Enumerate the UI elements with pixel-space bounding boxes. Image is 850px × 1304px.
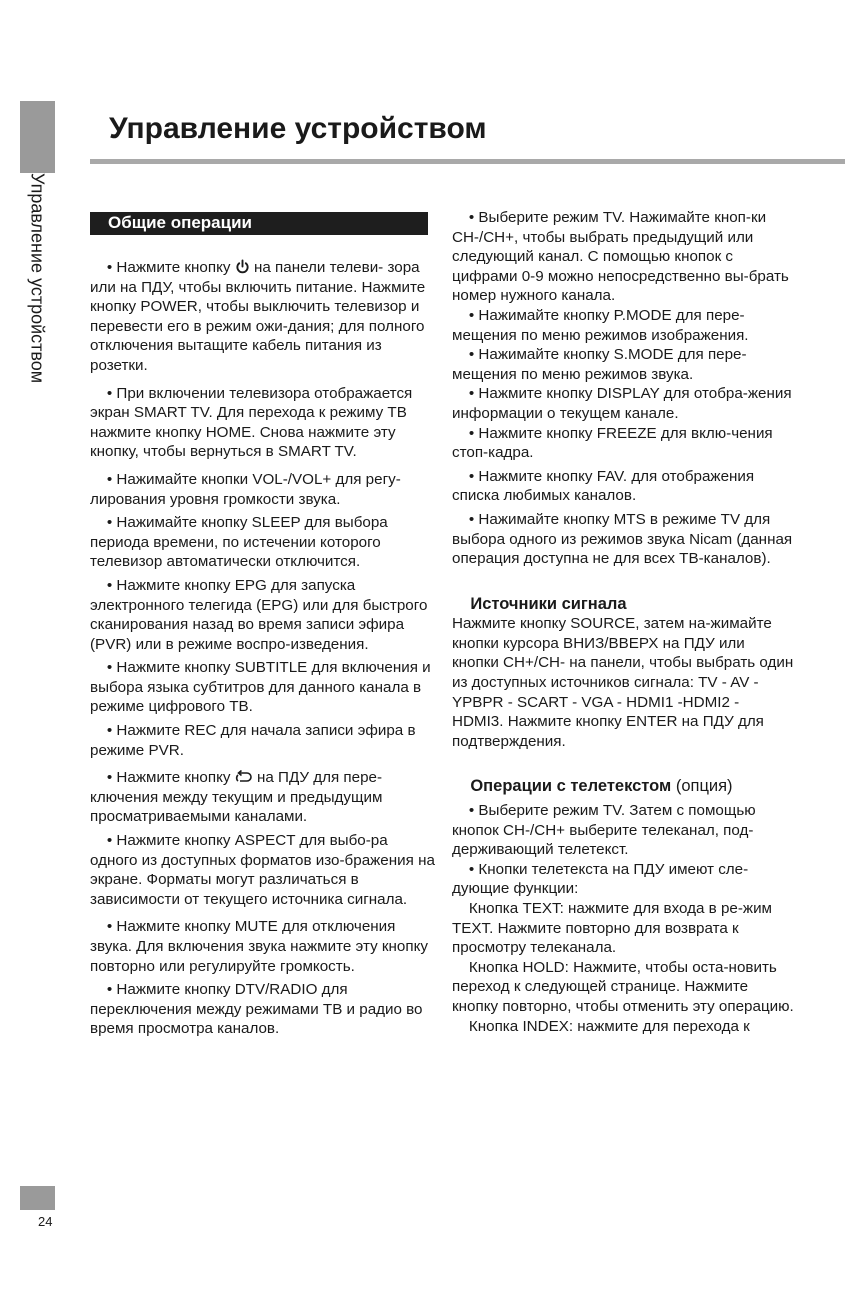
paragraph-teletext-mode xyxy=(452,801,794,860)
text-fragment: • При включении телевизора отображается экран SMART TV. Для перехода к режиму ТВ нажмите кнопку HOME. Снова нажмите эту кнопку, чтобы вернуться в SMART TV. xyxy=(90,384,413,461)
text-fragment: • Нажимайте кнопку S.MODE для пере-мещения по меню режимов звука. xyxy=(452,346,747,383)
text-fragment: • Нажимайте кнопку P.MODE для пере-мещения по меню режимов изображения. xyxy=(452,306,749,344)
text-fragment: • Нажмите кнопку SUBTITLE для включения и выбора языка субтитров для данного канала в режиме цифрового ТВ. xyxy=(90,659,431,716)
text-fragment: Источники сигнала xyxy=(470,594,627,613)
right-column xyxy=(452,208,794,1036)
text-fragment: • Нажмите REC для начала записи эфира в режиме PVR. xyxy=(90,722,416,759)
left-column xyxy=(90,258,435,1039)
text-fragment: • Выберите режим TV. Нажимайте кноп-ки CH-/CH+, чтобы выбрать предыдущий или следующий канал. С помощью кнопок с цифрами 0-9 можно непосредственно вы-брать номер нужного канала. xyxy=(452,209,789,305)
recall-icon xyxy=(235,770,253,783)
text-fragment: ключения между текущим и предыдущим просматриваемыми каналами. xyxy=(90,788,383,826)
side-section-label xyxy=(20,173,55,418)
text-fragment: • Нажмите кнопку ASPECT для выбо-ра одного из доступных форматов изо-бражения на экране. Форматы могут различаться в зависимости от текущего источника сигнала. xyxy=(90,832,435,908)
text-fragment: Кнопка HOLD: Нажмите, чтобы оста-новить переход к следующей странице. Нажмите кнопку повторно, чтобы отменить эту операцию. xyxy=(452,958,794,1015)
text-fragment: • Нажимайте кнопку MTS в режиме TV для выбора одного из режимов звука Nicam (данная операция доступна не для всех ТВ-каналов). xyxy=(452,510,793,568)
teletext-heading xyxy=(452,777,794,797)
text-fragment: • Нажмите кнопку EPG для запуска электронного телегида (EPG) или для быстрого сканирования назад во время записи эфира (PVR) или в режиме воспро-изведения. xyxy=(90,576,428,653)
paragraph-text-key xyxy=(452,899,794,958)
text-fragment: (опция) xyxy=(671,777,733,796)
power-icon xyxy=(235,259,250,274)
paragraph-hold-key xyxy=(452,958,794,1017)
paragraph-epg xyxy=(90,576,435,654)
text-fragment: • Нажмите кнопку FREEZE для вклю-чения стоп-кадра. xyxy=(452,424,773,462)
paragraph-fav xyxy=(452,467,794,506)
section-header xyxy=(90,212,428,235)
text-fragment: Кнопка TEXT: нажмите для входа в ре-жим TEXT. Нажмите повторно для возврата к просмотру телеканала. xyxy=(452,900,773,957)
paragraph-aspect xyxy=(90,831,435,909)
title-divider xyxy=(90,159,845,164)
paragraph-dtv-radio xyxy=(90,980,435,1039)
text-fragment: на ПДУ для пере- xyxy=(256,769,383,787)
paragraph-smode xyxy=(452,345,794,384)
paragraph-pmode xyxy=(452,306,794,345)
paragraph-sleep xyxy=(90,513,435,572)
sources-heading xyxy=(452,595,794,615)
side-label-text: Управление устройством xyxy=(27,173,48,384)
page-number: 24 xyxy=(38,1214,53,1229)
paragraph-mts xyxy=(452,510,794,569)
page-title: Управление устройством xyxy=(109,112,487,145)
text-fragment: • Нажмите кнопку xyxy=(106,259,231,276)
paragraph-recall xyxy=(90,768,435,827)
paragraph-power xyxy=(90,258,435,376)
text-fragment: Кнопка INDEX: нажмите для перехода к xyxy=(468,1017,750,1035)
text-fragment: • Нажмите кнопку DTV/RADIO для переключения между режимами ТВ и радио во время просмотра каналов. xyxy=(90,981,423,1038)
text-fragment: Операции с телетекстом xyxy=(470,777,672,796)
side-tab-marker xyxy=(20,101,55,173)
paragraph-freeze xyxy=(452,424,794,463)
text-fragment: • Нажмите кнопку FAV. для отображения списка любимых каналов. xyxy=(452,467,755,505)
text-fragment: • Нажимайте кнопку SLEEP для выбора периода времени, по истечении которого телевизор автоматически отключится. xyxy=(90,514,388,571)
text-fragment: • Нажмите кнопку MUTE для отключения звука. Для включения звука нажмите эту кнопку повторно или регулируйте громкость. xyxy=(90,918,428,975)
paragraph-smart-tv xyxy=(90,384,435,462)
text-fragment: • Выберите режим TV. Затем с помощью кнопок CH-/CH+ выберите телеканал, под-держивающий телетекст. xyxy=(452,802,756,859)
paragraph-index-key xyxy=(452,1017,794,1037)
paragraph-mute xyxy=(90,917,435,976)
text-fragment: • Кнопки телетекста на ПДУ имеют сле-дующие функции: xyxy=(452,860,749,898)
paragraph-sources: Нажмите кнопку SOURCE, затем на-жимайте кнопки курсора ВНИЗ/ВВЕРХ на ПДУ или кнопки CH+/CH- на панели, чтобы выбрать один из доступных источников сигнала: TV - AV - YPBPR - SCART - VGA - HDMI1 -HDMI2 - HDMI3. Нажмите кнопку ENTER на ПДУ для подтверждения. xyxy=(452,615,794,750)
text-fragment: на панели телеви- xyxy=(253,259,384,276)
text-fragment: • Нажмите кнопку DISPLAY для отобра-жения информации о текущем канале. xyxy=(452,385,792,422)
page-number-marker xyxy=(20,1186,55,1210)
text-fragment: зора или на ПДУ, чтобы включить питание. Нажмите кнопку POWER, чтобы выключить телевизор и перевести его в режим ожи-дания; для полного отключения вытащите кабель питания из розетки. xyxy=(90,259,426,374)
text-fragment: • Нажимайте кнопки VOL-/VOL+ для регу-лирования уровня громкости звука. xyxy=(90,470,401,508)
paragraph-volume xyxy=(90,470,435,509)
paragraph-subtitle xyxy=(90,658,435,717)
paragraph-channels xyxy=(452,208,794,306)
paragraph-display xyxy=(452,384,794,423)
text-fragment: • Нажмите кнопку xyxy=(106,769,231,787)
paragraph-rec xyxy=(90,721,435,760)
paragraph-teletext-keys xyxy=(452,860,794,899)
section-title: Общие операции xyxy=(108,213,252,232)
